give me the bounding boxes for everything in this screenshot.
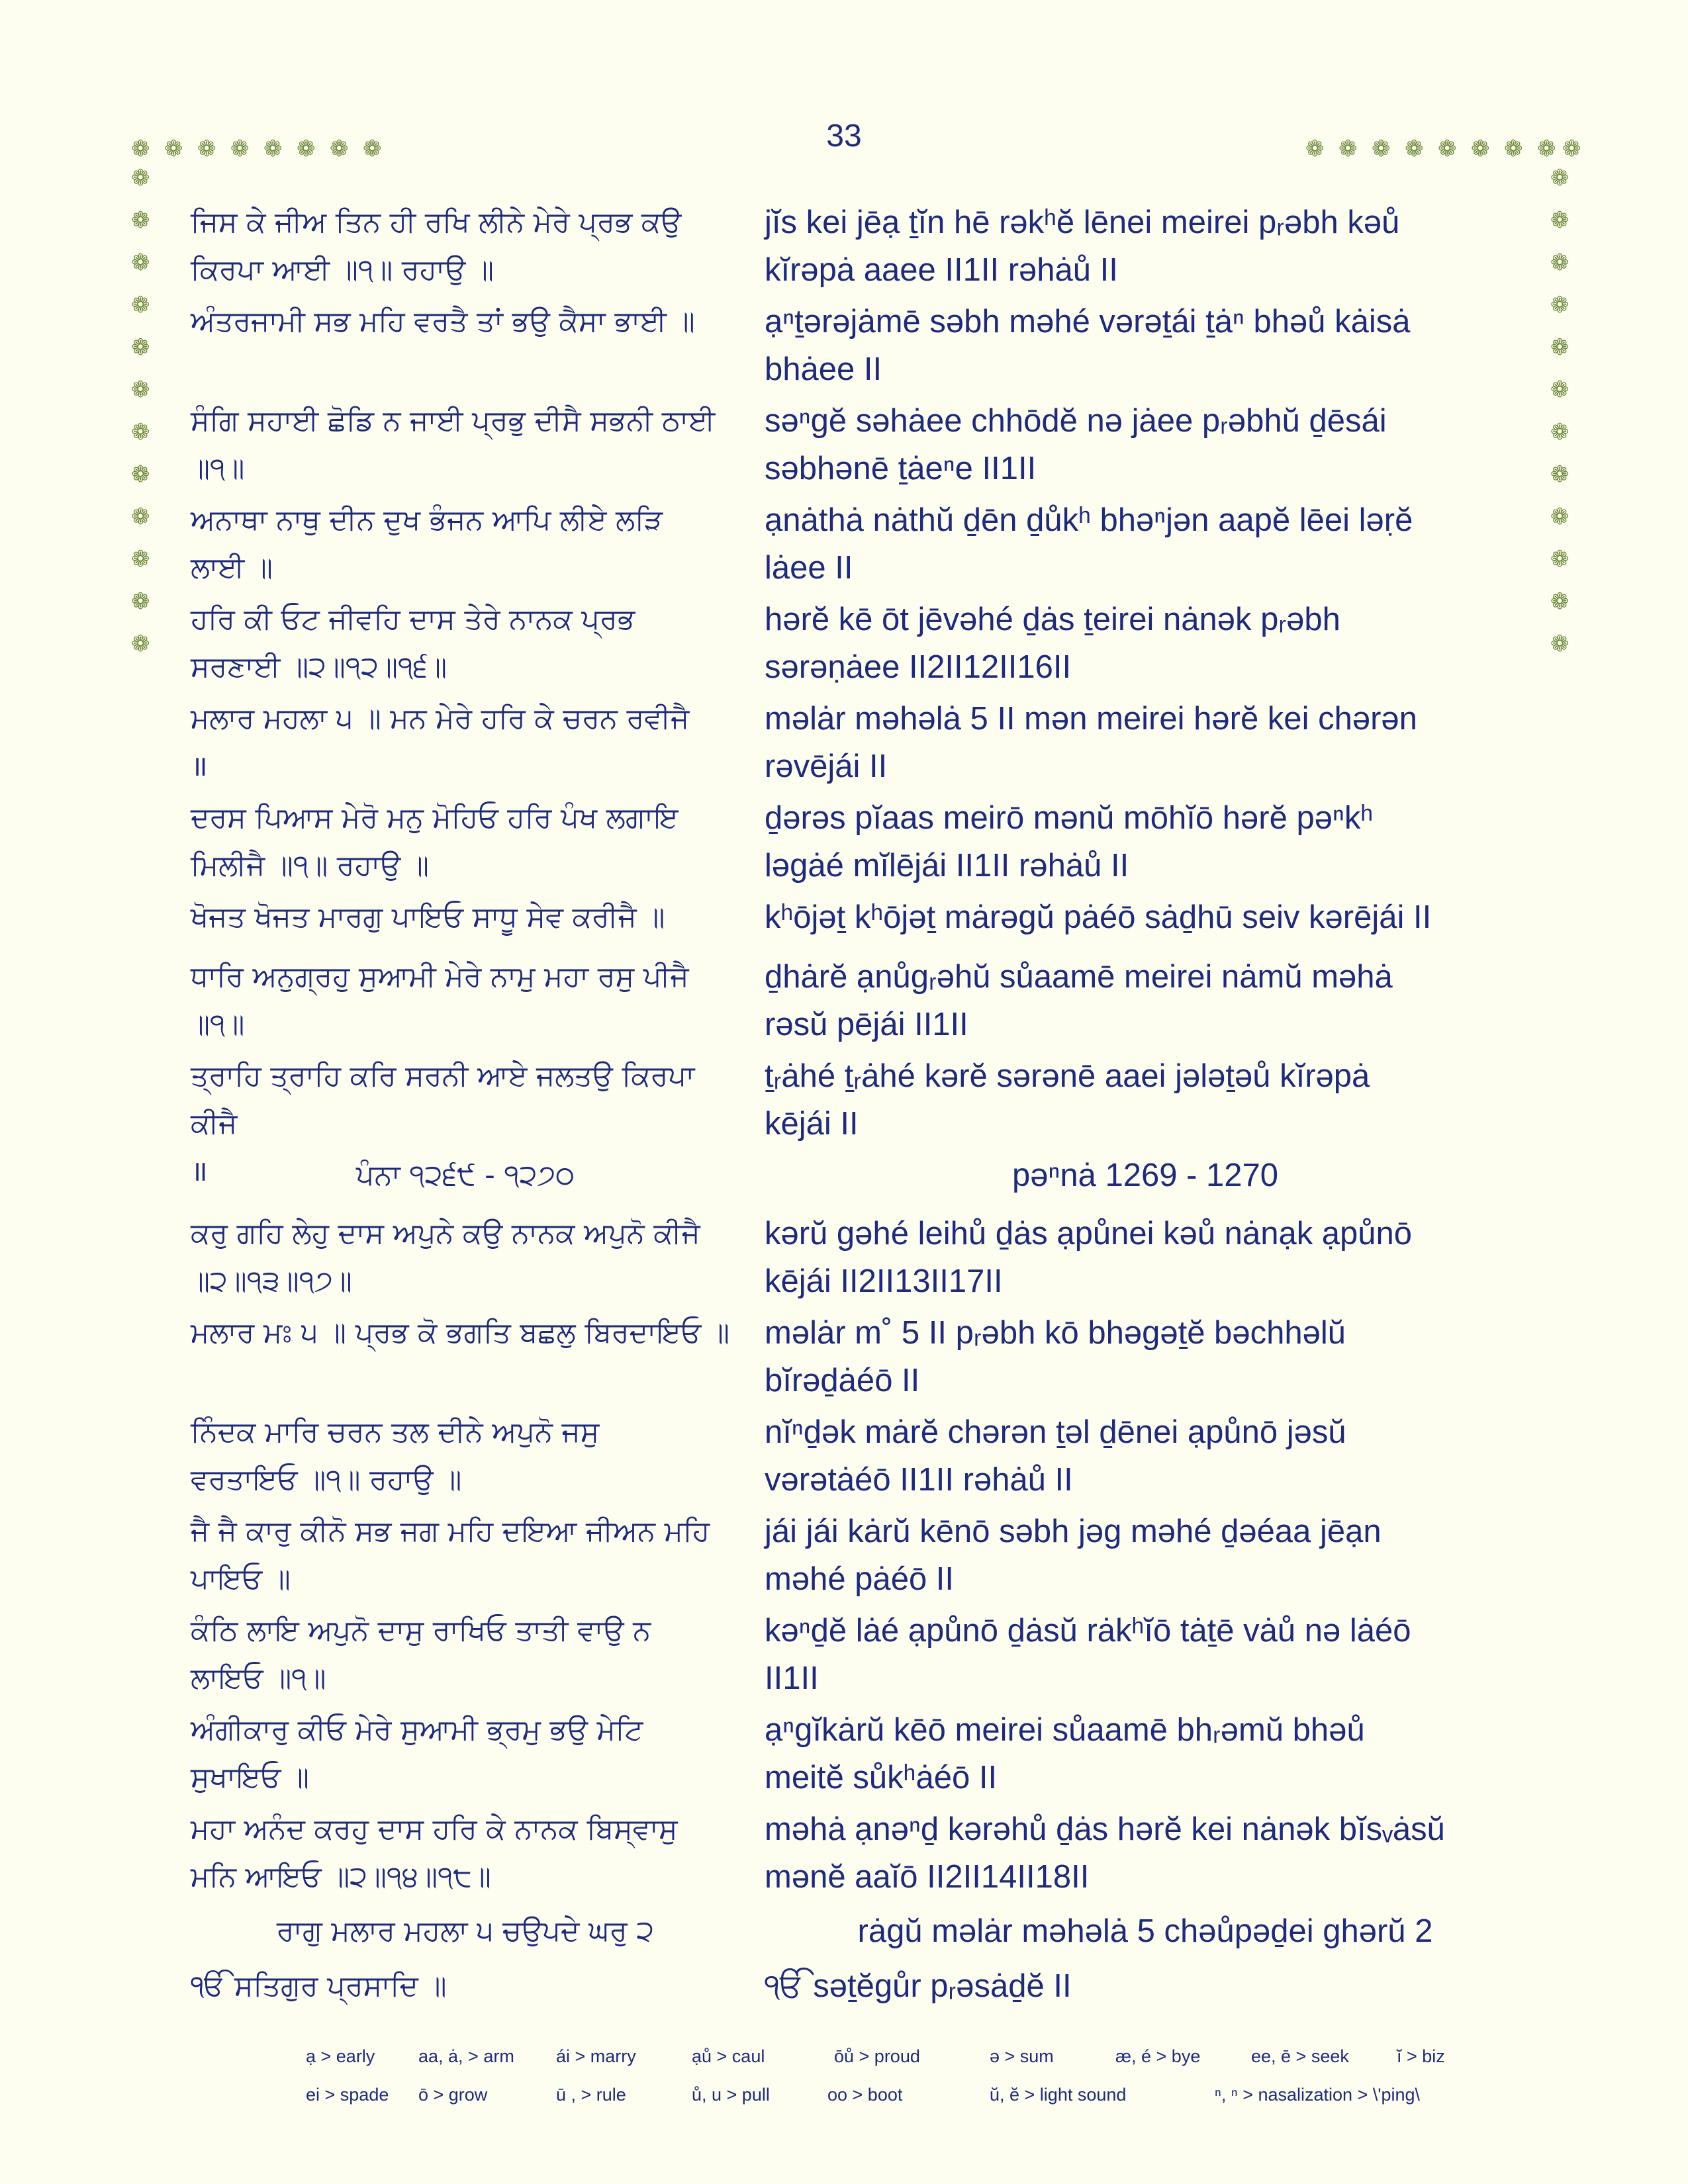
gurmukhi-text: ਅੰਗੀਕਾਰੁ ਕੀਓ ਮੇਰੇ ਸੁਆਮੀ ਭ੍ਰਮੁ ਭਉ ਮੇਟਿ ਸੁਖਾਇਓ ॥: [191, 1713, 643, 1794]
flower-ornament-icon: ❁: [1338, 136, 1358, 162]
flower-ornament-icon: ❁: [1405, 136, 1424, 162]
legend-entry: ō > grow: [418, 2085, 488, 2105]
transliteration-text: məlȧr məhəlȧ 5 II mən meirei hərĕ kei chərən rəvējái II: [765, 701, 1417, 784]
legend-entry: ů, u > pull: [692, 2085, 770, 2105]
flower-ornament-icon: ❁: [131, 588, 150, 615]
flower-ornament-icon: ❁: [1438, 136, 1457, 162]
gurmukhi-text: ਮਲਾਰ ਮਹਲਾ ੫ ॥ ਮਨ ਮੇਰੇ ਹਰਿ ਕੇ ਚਰਨ ਰਵੀਜੈ ॥: [191, 702, 690, 783]
flower-ornament-icon: ❁: [297, 136, 316, 162]
gurmukhi-text: ਸੰਗਿ ਸਹਾਈ ਛੋਡਿ ਨ ਜਾਈ ਪ੍ਰਭੁ ਦੀਸੈ ਸਭਨੀ ਠਾਈ ॥੧॥: [191, 404, 716, 485]
legend-entry: ĭ > biz: [1397, 2046, 1445, 2066]
gurmukhi-text: ਮਲਾਰ ਮਃ ੫ ॥ ਪ੍ਰਭ ਕੋ ਭਗਤਿ ਬਛਲੁ ਬਿਰਦਾਇਓ ॥: [191, 1316, 730, 1349]
flower-ornament-icon: ❁: [1550, 419, 1570, 445]
flower-ornament-icon: ❁: [1504, 136, 1523, 162]
flower-ornament-icon: ❁: [131, 207, 150, 234]
flower-ornament-icon: ❁: [197, 136, 216, 162]
gurmukhi-text: ਜੈ ਜੈ ਕਾਰੁ ਕੀਨੋ ਸਭ ਜਗ ਮਹਿ ਦਇਆ ਜੀਅਨ ਮਹਿ ਪਾਇਓ ॥: [191, 1515, 710, 1596]
transliteration-text: ạⁿgĭkȧrŭ kēō meirei sůaamē bhᵣəmŭ bhəů meitĕ sůkʰȧéō II: [765, 1712, 1365, 1796]
transliteration-text: ṯᵣȧhé ṯᵣȧhé kərĕ sərənē aaei jələṯəů kĭrəpȧ kējái II: [765, 1058, 1370, 1142]
transliteration-text: kəⁿḏĕ lȧé ạpůnō ḏȧsŭ rȧkʰĭō tȧṯē vȧů nə lȧéō II1II: [765, 1613, 1411, 1696]
gurmukhi-text: ਨਿੰਦਕ ਮਾਰਿ ਚਰਨ ਤਲ ਦੀਨੇ ਅਪੁਨੋ ਜਸੁ ਵਰਤਾਇਓ ॥੧॥ ਰਹਾਉ ॥: [191, 1416, 600, 1496]
flower-ornament-icon: ❁: [1550, 588, 1570, 615]
gurmukhi-text: ਦਰਸ ਪਿਆਸ ਮੇਰੋ ਮਨੁ ਮੋਹਿਓ ਹਰਿ ਪੰਖ ਲਗਾਇ ਮਿਲੀਜੈ ॥੧॥ ਰਹਾਉ ॥: [191, 801, 679, 882]
flower-ornament-icon: ❁: [1550, 292, 1570, 318]
transliteration-text: nĭⁿḏək mȧrĕ chərən ṯəl ḏēnei ạpůnō jəsŭ vərətȧéō II1II rəhȧů II: [765, 1414, 1346, 1498]
gurmukhi-text: ਮਹਾ ਅਨੰਦ ਕਰਹੁ ਦਾਸ ਹਰਿ ਕੇ ਨਾਨਕ ਬਿਸ੍ਵਾਸੁ ਮਨਿ ਆਇਓ ॥੨॥੧੪॥੧੮॥: [191, 1813, 678, 1893]
flower-ornament-icon: ❁: [330, 136, 349, 162]
legend-entry: ái > marry: [556, 2046, 636, 2066]
transliteration-text: məlȧr m˚ 5 II pᵣəbh kō bhəgəṯĕ bəchhəlŭ bĭrəḏȧéō II: [765, 1315, 1346, 1398]
legend-entry: oo > boot: [827, 2085, 903, 2105]
gurmukhi-text: ਅੰਤਰਜਾਮੀ ਸਭ ਮਹਿ ਵਰਤੈ ਤਾਂ ਭਉ ਕੈਸਾ ਭਾਈ ॥: [191, 305, 695, 338]
transliteration-text: ạⁿṯərəjȧmē səbh məhé vərəṯái ṯȧⁿ bhəů kȧisȧ bhȧee II: [765, 304, 1411, 387]
transliteration-text: jĭs kei jēạ ṯĭn hē rəkʰĕ lēnei meirei pᵣəbh kəů kĭrəpȧ aaee II1II rəhȧů II: [765, 205, 1400, 288]
legend-entry: ū , > rule: [556, 2085, 626, 2105]
transliteration-text: kʰōjəṯ kʰōjəṯ mȧrəgŭ pȧéō sȧḏhū seiv kərējái II: [765, 899, 1432, 935]
legend-entry: ə > sum: [990, 2046, 1054, 2066]
gurmukhi-text: ਕਰੁ ਗਹਿ ਲੇਹੁ ਦਾਸ ਅਪੁਨੇ ਕਉ ਨਾਨਕ ਅਪੁਨੋ ਕੀਜੈ ॥੨॥੧੩॥੧੭॥: [191, 1217, 700, 1298]
flower-ornament-icon: ❁: [1550, 377, 1570, 403]
gurmukhi-text: ਧਾਰਿ ਅਨੁਗ੍ਰਹੁ ਸੁਆਮੀ ਮੇਰੇ ਨਾਮੁ ਮਹਾ ਰਸੁ ਪੀਜੈ ॥੧॥: [191, 960, 689, 1041]
legend-entry: ⁿ, ⁿ > nasalization > \'ping\: [1215, 2085, 1421, 2105]
transliteration-text: ੴ səṯĕgůr pᵣəsȧḏĕ II: [765, 1968, 1072, 2004]
flower-ornament-icon: ❁: [1550, 250, 1570, 276]
flower-ornament-icon: ❁: [1550, 165, 1570, 191]
gurmukhi-text: ਅਨਾਥਾ ਨਾਥੁ ਦੀਨ ਦੁਖ ਭੰਜਨ ਆਪਿ ਲੀਏ ਲੜਿ ਲਾਈ ॥: [191, 504, 663, 584]
legend-entry: ạ > early: [306, 2046, 375, 2066]
gurmukhi-text: ੴ ਸਤਿਗੁਰ ਪ੍ਰਸਾਦਿ ॥: [191, 1970, 447, 2003]
transliteration-text: kərŭ gəhé leihů ḏȧs ạpůnei kəů nȧnạk ạpůnō kējái II2II13II17II: [765, 1216, 1413, 1299]
gurmukhi-text: ਜਿਸ ਕੇ ਜੀਅ ਤਿਨ ਹੀ ਰਖਿ ਲੀਨੇ ਮੇਰੇ ਪ੍ਰਭ ਕਉ ਕਿਰਪਾ ਆਈ ॥੧॥ ਰਹਾਉ ॥: [191, 206, 682, 287]
flower-ornament-icon: ❁: [131, 165, 150, 191]
transliteration-heading: rȧgŭ məlȧr məhəlȧ 5 chəůpəḏei ghərŭ 2: [857, 1913, 1433, 1949]
page-reference: pəⁿnȧ 1269 - 1270: [1011, 1158, 1279, 1193]
legend-entry: ei > spade: [306, 2085, 389, 2105]
transliteration-text: ḏhȧrĕ ạnůgᵣəhŭ sůaamē meirei nȧmŭ məhȧ rəsŭ pējái II1II: [765, 959, 1393, 1042]
flower-ornament-icon: ❁: [1471, 136, 1490, 162]
flower-ornament-icon: ❁: [363, 136, 382, 162]
flower-ornament-icon: ❁: [1550, 631, 1570, 657]
transliteration-text: səⁿgĕ səhȧee chhōdĕ nə jȧee pᵣəbhŭ ḏēsái səbhənē ṯȧeⁿe II1II: [765, 403, 1387, 486]
legend-entry: ee, ē > seek: [1251, 2046, 1349, 2066]
legend-entry: ōů > proud: [834, 2046, 920, 2066]
transliteration-text: ạnȧthȧ nȧthŭ ḏēn ḏůkʰ bhəⁿjən aapĕ lēei ləṛĕ lȧee II: [765, 502, 1413, 586]
flower-ornament-icon: ❁: [263, 136, 283, 162]
gurmukhi-page-reference: ਪੰਨਾ ੧੨੬੯ - ੧੨੭੦: [355, 1159, 575, 1192]
flower-ornament-icon: ❁: [131, 377, 150, 403]
flower-ornament-icon: ❁: [131, 504, 150, 530]
flower-ornament-icon: ❁: [131, 292, 150, 318]
flower-ornament-icon: ❁: [1550, 461, 1570, 488]
gurmukhi-text: ਹਰਿ ਕੀ ਓਟ ਜੀਵਹਿ ਦਾਸ ਤੇਰੇ ਨਾਨਕ ਪ੍ਰਭ ਸਰਣਾਈ ॥੨॥੧੨॥੧੬॥: [191, 603, 635, 684]
transliteration-text: hərĕ kē ōt jēvəhé ḏȧs ṯeirei nȧnək pᵣəbh sərəṇȧee II2II12II16II: [765, 602, 1340, 685]
transliteration-text: jái jái kȧrŭ kēnō səbh jəg məhé ḏəéaa jēạn məhé pȧéō II: [765, 1514, 1382, 1597]
flower-ornament-icon: ❁: [1372, 136, 1391, 162]
transliteration-text: ḏərəs pĭaas meirō mənŭ mōhĭō hərĕ pəⁿkʰ ləgȧé mĭlējái II1II rəhȧů II: [765, 800, 1374, 884]
gurmukhi-text: ਖੋਜਤ ਖੋਜਤ ਮਾਰਗੁ ਪਾਇਓ ਸਾਧੂ ਸੇਵ ਕਰੀਜੈ ॥: [191, 901, 665, 934]
gurmukhi-text: ਤ੍ਰਾਹਿ ਤ੍ਰਾਹਿ ਕਰਿ ਸਰਨੀ ਆਏ ਜਲਤਉ ਕਿਰਪਾ ਕੀਜੈ ॥: [191, 1060, 695, 1188]
legend-entry: aa, ȧ, > arm: [418, 2046, 514, 2066]
flower-ornament-icon: ❁: [131, 461, 150, 488]
flower-ornament-icon: ❁: [131, 250, 150, 276]
flower-ornament-icon: ❁: [1537, 136, 1556, 162]
legend-entry: æ, é > bye: [1115, 2046, 1201, 2066]
flower-ornament-icon: ❁: [1305, 136, 1325, 162]
legend-entry: ŭ, ĕ > light sound: [990, 2085, 1127, 2105]
flower-ornament-icon: ❁: [164, 136, 183, 162]
flower-ornament-icon: ❁: [1550, 504, 1570, 530]
flower-ornament-icon: ❁: [1550, 334, 1570, 361]
gurmukhi-text: ਕੰਠਿ ਲਾਇ ਅਪੁਨੋ ਦਾਸੁ ਰਾਖਿਓ ਤਾਤੀ ਵਾਉ ਨ ਲਾਇਓ ॥੧॥: [191, 1614, 651, 1695]
transliteration-text: məhȧ ạnəⁿḏ kərəhů ḏȧs hərĕ kei nȧnək bĭsᵥȧsŭ mənĕ aaĭō II2II14II18II: [765, 1811, 1445, 1895]
flower-ornament-icon: ❁: [131, 546, 150, 572]
gurmukhi-heading: ਰਾਗੁ ਮਲਾਰ ਮਹਲਾ ੫ ਚਉਪਦੇ ਘਰੁ ੨: [276, 1915, 655, 1948]
flower-ornament-icon: ❁: [131, 631, 150, 657]
flower-ornament-icon: ❁: [131, 419, 150, 445]
flower-ornament-icon: ❁: [1550, 207, 1570, 234]
flower-ornament-icon: ❁: [230, 136, 250, 162]
flower-ornament-icon: ❁: [1550, 546, 1570, 572]
flower-ornament-icon: ❁: [131, 136, 150, 162]
legend-entry: ạů > caul: [692, 2046, 765, 2066]
flower-ornament-icon: ❁: [131, 334, 150, 361]
page-number: 33: [826, 118, 862, 154]
flower-ornament-icon: ❁: [1562, 136, 1581, 162]
